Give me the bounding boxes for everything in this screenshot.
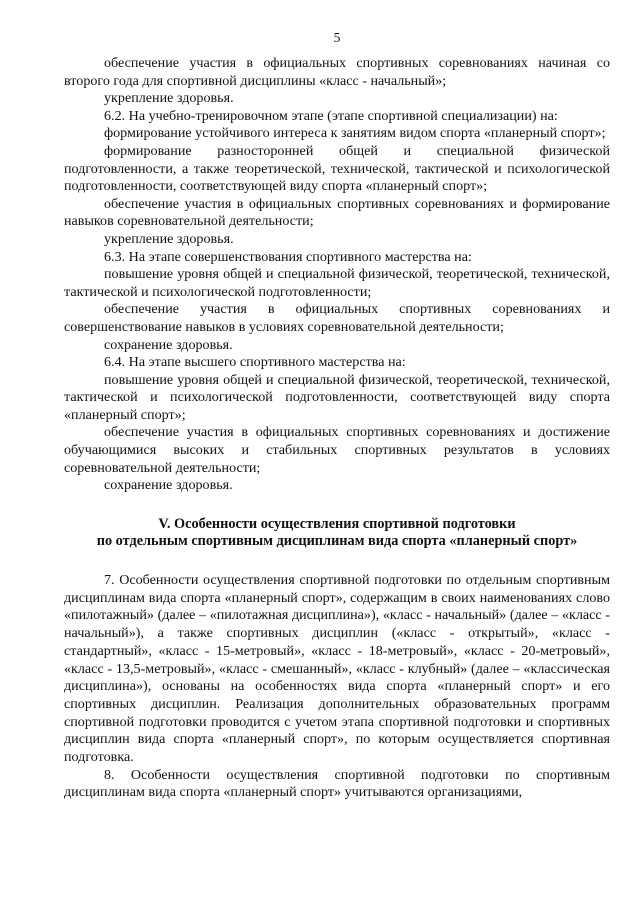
paragraph: обеспечение участия в официальных спортивных соревнованиях начиная со второго года для спортивной дисциплины «класс - начальный»; [64,55,610,89]
paragraph-6-2: 6.2. На учебно-тренировочном этапе (этапе спортивной специализации) на: [104,107,558,124]
paragraph-6-4: 6.4. На этапе высшего спортивного мастерства на: [104,354,406,371]
paragraph-8: 8. Особенности осуществления спортивной подготовки по спортивным дисциплинам вида спорта «планерный спорт» учитываются организациями, [64,766,610,801]
paragraph-7: 7. Особенности осуществления спортивной подготовки по отдельным спортивным дисциплинам вида спорта «планерный спорт», содержащим в своих наименованиях слово «пилотажный» (далее – «пилотажная дисциплина»), «класс - начальный» (далее – «класс - начальный»), а также спортивных дисциплин («класс - открытый», «класс - стандартный», «класс - 15-метровый», «класс - 18-метровый», «класс - 20-метровый», «класс - 13,5-метровый», «класс - смешанный», «класс - клубный» (далее – «классическая дисциплина»), основаны на особенностях вида спорта «планерный спорт» и его спортивных дисциплин. Реализация дополнительных образовательных программ спортивной подготовки проводится с учетом этапа спортивной подготовки и спортивных дисциплин вида спорта «планерный спорт», по которым осуществляется спортивная подготовка. [64,572,610,766]
section-5-text [64,572,610,802]
paragraph: повышение уровня общей и специальной физической, теоретической, технической, тактической и психологической подготовленности, соответствующей виду спорта «планерный спорт»; [64,371,610,423]
section-heading-line: V. Особенности осуществления спортивной подготовки [158,515,516,532]
section-6-text [64,55,610,495]
paragraph: сохранение здоровья. [104,477,233,494]
section-heading-line: по отдельным спортивным дисциплинам вида спорта «планерный спорт» [96,533,578,550]
paragraph-6-3: 6.3. На этапе совершенствования спортивного мастерства на: [104,248,472,265]
paragraph: обеспечение участия в официальных спортивных соревнованиях и достижение обучающимися высоких и стабильных спортивных результатов в условиях соревновательной деятельности; [64,424,610,476]
paragraph: обеспечение участия в официальных спортивных соревнованиях и совершенствование навыков в условиях соревновательной деятельности; [64,301,610,335]
section-5-heading [64,516,610,551]
paragraph: укрепление здоровья. [104,90,234,107]
paragraph: укрепление здоровья. [104,230,234,247]
page-number: 5 [333,30,341,45]
paragraph: обеспечение участия в официальных спортивных соревнованиях и формирование навыков соревновательной деятельности; [64,195,610,230]
paragraph: формирование устойчивого интереса к занятиям видом спорта «планерный спорт»; [104,125,606,142]
paragraph: сохранение здоровья. [104,336,233,353]
paragraph: формирование разносторонней общей и специальной физической подготовленности, а также теоретической, технической, тактической и психологической подготовленности, соответствующей виду спорта «планерный спорт»; [64,142,610,195]
paragraph: повышение уровня общей и специальной физической, теоретической, технической, тактической и психологической подготовленности; [64,266,610,300]
